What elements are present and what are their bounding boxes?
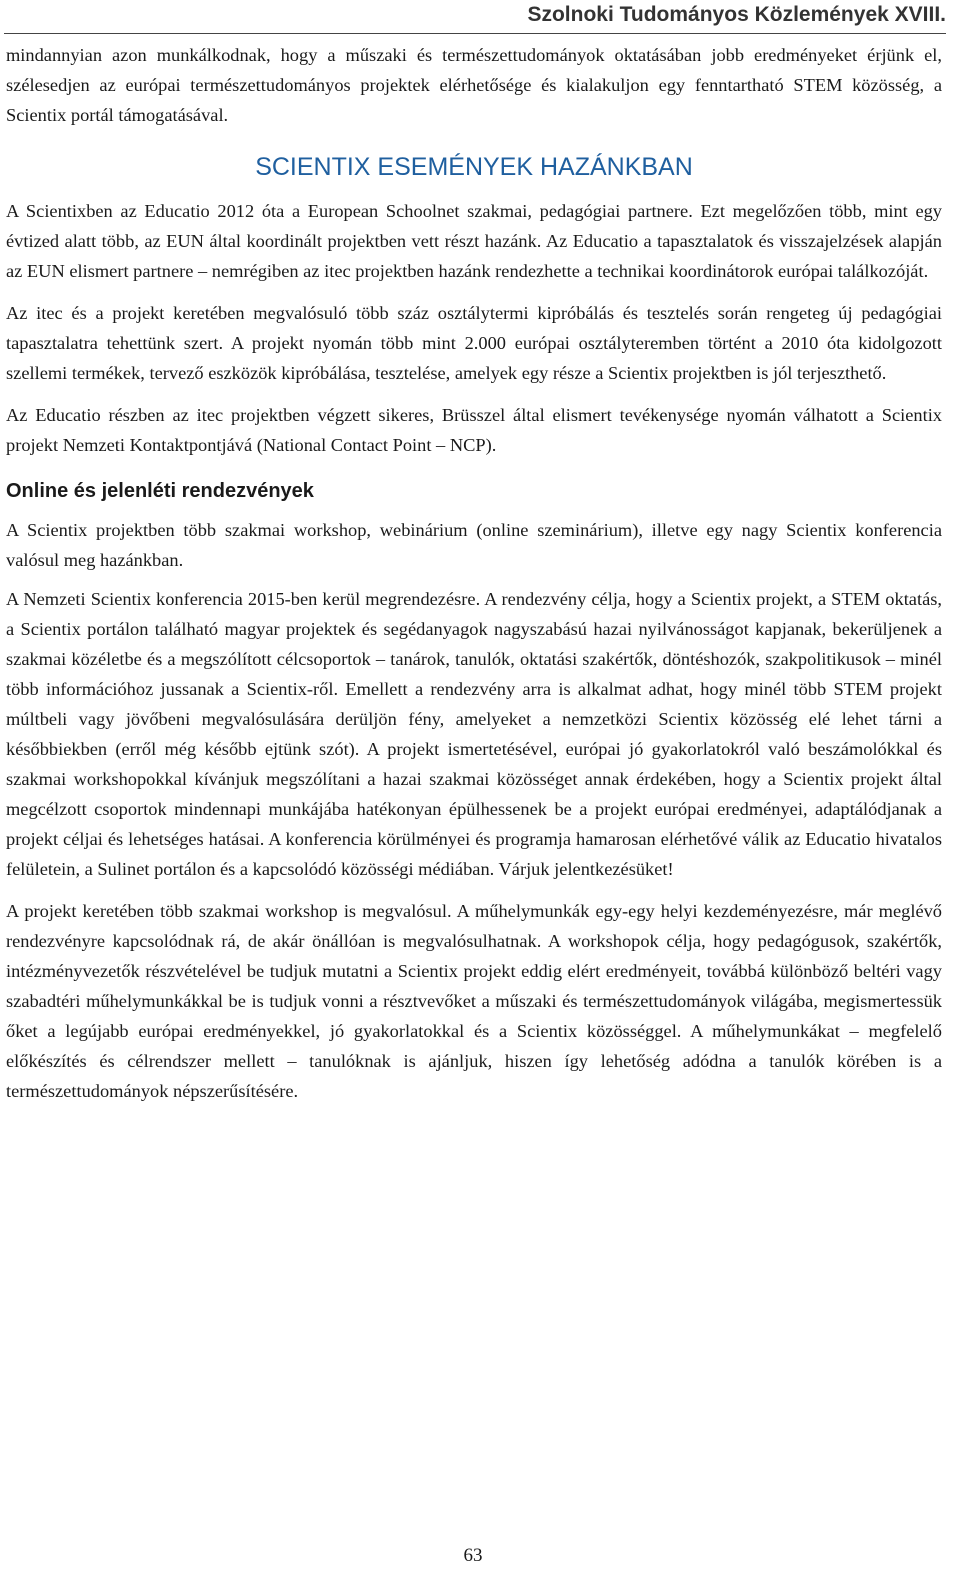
- body-paragraph: A Scientixben az Educatio 2012 óta a European Schoolnet szakmai, pedagógiai partnere. Ezt megelőzően több, mint egy évtized alatt több, az EUN által koordinált projektben vett részt hazánk. Az Educatio a tapasztalatok és visszajelzések alapján az EUN elismert partnere – nemrégiben az itec projektben hazánk rendezhette a technikai koordinátorok európai találkozóját.: [6, 201, 942, 281]
- body-paragraph: A Scientix projektben több szakmai workshop, webinárium (online szeminárium), illetve egy nagy Scientix konferencia valósul meg hazánkban.: [6, 520, 942, 570]
- body-paragraph: A Nemzeti Scientix konferencia 2015-ben kerül megrendezésre. A rendezvény célja, hogy a Scientix projekt, a STEM oktatás, a Scientix portálon található magyar projektek és segédanyagok nagyszabású hazai nyilvánosságot kapjanak, bekerüljenek a szakmai közéletbe és a megszólított célcsoportok – tanárok, tanulók, oktatási szakértők, döntéshozók, szakpolitikusok – minél több információhoz jussanak a Scientix-ről. Emellett a rendezvény arra is alkalmat adhat, hogy minél több STEM projekt múltbeli vagy jövőbeni megvalósulására derüljön fény, amelyeket a nemzetközi Scientix közösség elé lehet tárni a későbbiekben (erről még később ejtünk szót). A projekt ismertetésével, európai jó gyakorlatokról való beszámolókkal és szakmai workshopokkal kívánjuk megszólítani a hazai szakmai közösséget annak érdekében, hogy a Scientix projekt által megcélzott csoportok mindennapi munkájába hatékonyan épülhessenek be a projekt európai eredményei, adaptálódjanak a projekt céljai és lehetséges hatásai. A konferencia körülményei és programja hamarosan elérhetővé válik az Educatio hivatalos felületein, a Sulinet portálon és a kapcsolódó közösségi médiában. Várjuk jelentkezésüket!: [6, 589, 942, 879]
- running-header-title: Szolnoki Tudományos Közlemények XVIII.: [527, 3, 946, 26]
- body-paragraph: Az itec és a projekt keretében megvalósuló több száz osztálytermi kipróbálás és tesztelés során rengeteg új pedagógiai tapasztalatra tehettünk szert. A projekt nyomán több mint 2.000 európai osztályteremben történt a 2010 óta kidolgozott szellemi termékek, tervező eszközök kipróbálása, tesztelése, amelyek egy része a Scientix projektben is jól terjeszthető.: [6, 303, 942, 383]
- subsection-title: Online és jelenléti rendezvények: [6, 480, 314, 502]
- page-number: 63: [463, 1545, 483, 1566]
- intro-paragraph: mindannyian azon munkálkodnak, hogy a műszaki és természettudományok oktatásában jobb eredményeket érjünk el, szélesedjen az európai természettudományos projektek elérhetősége és kialakuljon egy fenntartható STEM közösség, a Scientix portál támogatásával.: [6, 45, 942, 125]
- section-title: SCIENTIX ESEMÉNYEK HAZÁNKBAN: [255, 153, 693, 181]
- header-rule: [4, 33, 946, 34]
- body-paragraph: A projekt keretében több szakmai workshop is megvalósul. A műhelymunkák egy-egy helyi kezdeményezésre, már meglévő rendezvényre kapcsolódnak rá, de akár önállóan is megvalósulhatnak. A workshopok célja, hogy pedagógusok, szakértők, intézményvezetők részvételével be tudjuk mutatni a Scientix projekt eddig elért eredményeit, továbbá különböző beltéri vagy szabadtéri műhelymunkákkal be is tudjuk vonni a résztvevőket a műszaki és természettudományok világába, megismertessük őket a legújabb európai eredményekkel, jó gyakorlatokkal és a Scientix közösséggel. A műhelymunkákat – megfelelő előkészítés és célrendszer mellett – tanulóknak is ajánljuk, hiszen így lehetőség adódna a tanulók körében is a természettudományok népszerűsítésére.: [6, 901, 942, 1101]
- body-paragraph: Az Educatio részben az itec projektben végzett sikeres, Brüsszel által elismert tevékenysége nyomán válhatott a Scientix projekt Nemzeti Kontaktpontjává (National Contact Point – NCP).: [6, 405, 942, 455]
- page-content: [6, 40, 942, 1106]
